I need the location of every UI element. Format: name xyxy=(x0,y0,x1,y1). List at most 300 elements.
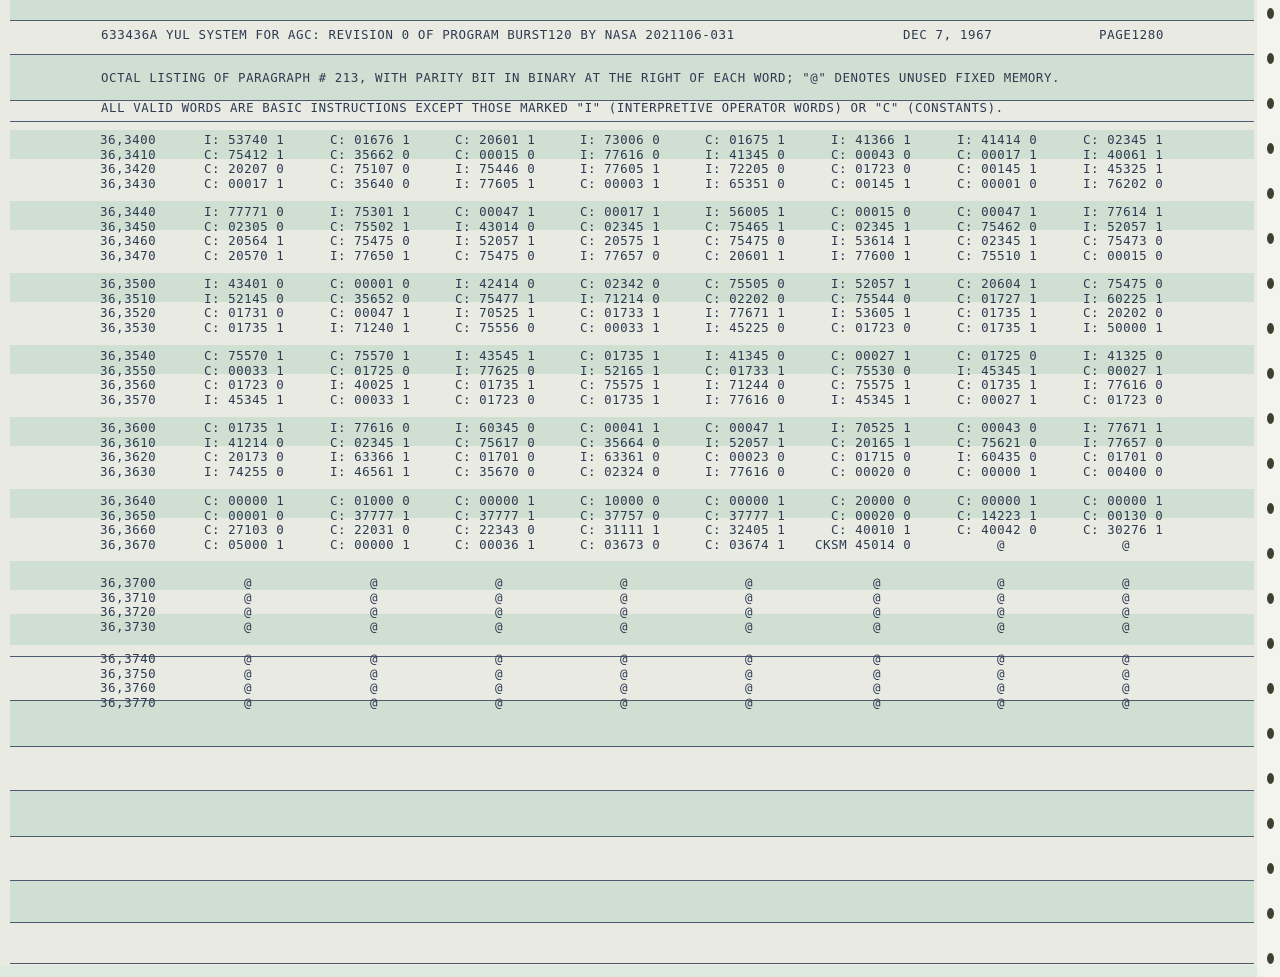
green-bar xyxy=(10,614,1254,645)
octal-word: I: 77616 0 xyxy=(705,463,786,479)
octal-word: C: 00047 1 xyxy=(705,420,786,435)
address-label: 36,3420 xyxy=(100,161,157,176)
octal-word: C: 75575 1 xyxy=(580,377,661,392)
unused-memory-marker: @ xyxy=(244,665,253,681)
ruled-line xyxy=(10,880,1254,881)
octal-word: C: 01723 0 xyxy=(455,391,536,407)
address-label: 36,3550 xyxy=(100,362,157,378)
octal-word: C: 00041 1 xyxy=(580,420,661,435)
octal-word: C: 20207 0 xyxy=(204,161,285,176)
octal-word: C: 02202 0 xyxy=(705,290,786,306)
octal-word: C: 20202 0 xyxy=(1083,305,1164,320)
unused-memory-marker: @ xyxy=(873,651,882,666)
octal-word: C: 20000 0 xyxy=(831,493,912,508)
sprocket-hole xyxy=(1267,593,1274,604)
address-label: 36,3650 xyxy=(100,507,157,523)
unused-memory-marker: @ xyxy=(495,651,504,666)
octal-word: C: 02345 1 xyxy=(1083,132,1164,147)
octal-word: I: 50000 1 xyxy=(1083,319,1164,335)
octal-word: C: 20601 1 xyxy=(455,132,536,147)
sprocket-hole xyxy=(1267,908,1274,919)
octal-word: C: 75473 0 xyxy=(1083,233,1164,248)
header-program-line: 633436A YUL SYSTEM FOR AGC: REVISION 0 OF PROGRAM BURST120 BY NASA 2021106-031 xyxy=(101,27,735,42)
octal-word: I: 77616 0 xyxy=(330,420,411,435)
sprocket-hole xyxy=(1267,98,1274,109)
unused-memory-marker: @ xyxy=(620,651,629,666)
address-label: 36,3440 xyxy=(100,204,157,219)
address-label: 36,3530 xyxy=(100,319,157,335)
octal-word: C: 00145 1 xyxy=(831,175,912,191)
ruled-line xyxy=(10,54,1254,55)
octal-word: C: 75617 0 xyxy=(455,434,536,450)
sprocket-hole xyxy=(1267,8,1274,19)
legend-line-2: ALL VALID WORDS ARE BASIC INSTRUCTIONS EXCEPT THOSE MARKED "I" (INTERPRETIVE OPERATOR WORDS) OR "C" (CONSTANTS). xyxy=(101,100,1004,115)
address-label: 36,3760 xyxy=(100,680,157,695)
octal-word: C: 75475 0 xyxy=(455,247,536,263)
octal-word: C: 02342 0 xyxy=(580,276,661,291)
unused-memory-marker: @ xyxy=(745,589,754,605)
sprocket-hole xyxy=(1267,863,1274,874)
unused-memory-marker: @ xyxy=(244,694,253,710)
octal-word: I: 43401 0 xyxy=(204,276,285,291)
octal-word: C: 01675 1 xyxy=(705,132,786,147)
octal-word: C: 35640 0 xyxy=(330,175,411,191)
address-label: 36,3750 xyxy=(100,665,157,681)
octal-word: C: 02345 1 xyxy=(330,434,411,450)
octal-word: C: 01735 1 xyxy=(957,377,1038,392)
octal-word: I: 52057 1 xyxy=(455,233,536,248)
address-label: 36,3470 xyxy=(100,247,157,263)
octal-word: C: 00000 1 xyxy=(705,493,786,508)
octal-word: C: 02305 0 xyxy=(204,218,285,234)
octal-word: C: 35662 0 xyxy=(330,146,411,162)
unused-memory-marker: @ xyxy=(370,618,379,634)
unused-memory-marker: @ xyxy=(1122,651,1131,666)
octal-word: I: 77616 0 xyxy=(705,391,786,407)
octal-word: I: 75446 0 xyxy=(455,161,536,176)
octal-word: I: 71244 0 xyxy=(705,377,786,392)
octal-word: C: 00036 1 xyxy=(455,536,536,552)
address-label: 36,3630 xyxy=(100,463,157,479)
unused-memory-marker: @ xyxy=(997,694,1006,710)
octal-word: C: 75502 1 xyxy=(330,218,411,234)
octal-word: C: 75475 0 xyxy=(330,233,411,248)
octal-word: C: 00027 1 xyxy=(831,348,912,363)
octal-word: C: 14223 1 xyxy=(957,507,1038,523)
green-bar xyxy=(10,880,1254,922)
octal-word: C: 01725 0 xyxy=(330,362,411,378)
octal-word: I: 60225 1 xyxy=(1083,290,1164,306)
octal-word: C: 00027 1 xyxy=(1083,362,1164,378)
octal-word: C: 01676 1 xyxy=(330,132,411,147)
octal-word: C: 00047 1 xyxy=(957,204,1038,219)
octal-word: C: 75477 1 xyxy=(455,290,536,306)
octal-word: C: 75107 0 xyxy=(330,161,411,176)
octal-word: C: 35652 0 xyxy=(330,290,411,306)
octal-word: I: 77614 1 xyxy=(1083,204,1164,219)
octal-word: C: 00001 0 xyxy=(330,276,411,291)
address-label: 36,3520 xyxy=(100,305,157,320)
unused-memory-marker: @ xyxy=(620,604,629,619)
octal-word: C: 37777 1 xyxy=(455,507,536,523)
octal-word: I: 45225 0 xyxy=(705,319,786,335)
octal-word: I: 71240 1 xyxy=(330,319,411,335)
unused-memory-marker: @ xyxy=(370,680,379,695)
octal-word: I: 74255 0 xyxy=(204,463,285,479)
address-label: 36,3670 xyxy=(100,536,157,552)
unused-memory-marker: @ xyxy=(370,604,379,619)
unused-memory-marker: @ xyxy=(244,575,253,590)
octal-word: C: 00043 0 xyxy=(831,146,912,162)
octal-word: C: 01735 1 xyxy=(204,420,285,435)
octal-word: C: 20564 1 xyxy=(204,233,285,248)
unused-memory-marker: @ xyxy=(997,575,1006,590)
octal-word: I: 77650 1 xyxy=(330,247,411,263)
octal-word: C: 00017 1 xyxy=(580,204,661,219)
octal-word: C: 00015 0 xyxy=(455,146,536,162)
unused-memory-marker: @ xyxy=(1122,665,1131,681)
octal-word: C: 01735 1 xyxy=(957,319,1038,335)
unused-memory-marker: @ xyxy=(495,618,504,634)
octal-word: C: 00023 0 xyxy=(705,449,786,464)
ruled-line xyxy=(10,700,1254,701)
unused-memory-marker: @ xyxy=(1122,680,1131,695)
ruled-line xyxy=(10,922,1254,923)
unused-memory-marker: @ xyxy=(244,680,253,695)
unused-memory-marker: @ xyxy=(1122,618,1131,634)
header-page-number: PAGE1280 xyxy=(1099,27,1165,42)
octal-word: I: 45325 1 xyxy=(1083,161,1164,176)
octal-word: I: 77605 1 xyxy=(455,175,536,191)
octal-word: C: 05000 1 xyxy=(204,536,285,552)
unused-memory-marker: @ xyxy=(370,694,379,710)
octal-word: C: 22343 0 xyxy=(455,522,536,537)
octal-word: C: 01733 1 xyxy=(580,305,661,320)
octal-word: I: 52057 1 xyxy=(1083,218,1164,234)
octal-word: C: 00001 0 xyxy=(204,507,285,523)
address-label: 36,3510 xyxy=(100,290,157,306)
unused-memory-marker: @ xyxy=(745,680,754,695)
octal-word: C: 22031 0 xyxy=(330,522,411,537)
unused-memory-marker: @ xyxy=(1122,694,1131,710)
unused-memory-marker: @ xyxy=(745,665,754,681)
green-bar xyxy=(10,700,1254,746)
unused-memory-marker: @ xyxy=(495,575,504,590)
unused-memory-marker: @ xyxy=(620,665,629,681)
unused-memory-marker: @ xyxy=(1122,536,1131,552)
address-label: 36,3560 xyxy=(100,377,157,392)
address-label: 36,3620 xyxy=(100,449,157,464)
unused-memory-marker: @ xyxy=(244,651,253,666)
octal-word: C: 01727 1 xyxy=(957,290,1038,306)
octal-word: I: 53605 1 xyxy=(831,305,912,320)
octal-word: C: 75505 0 xyxy=(705,276,786,291)
octal-word: I: 77616 0 xyxy=(1083,377,1164,392)
address-label: 36,3660 xyxy=(100,522,157,537)
octal-word: C: 01733 1 xyxy=(705,362,786,378)
octal-word: C: 00017 1 xyxy=(957,146,1038,162)
unused-memory-marker: @ xyxy=(873,694,882,710)
unused-memory-marker: @ xyxy=(745,618,754,634)
octal-word: I: 77616 0 xyxy=(580,146,661,162)
octal-word: I: 40061 1 xyxy=(1083,146,1164,162)
unused-memory-marker: @ xyxy=(495,694,504,710)
octal-word: C: 01735 1 xyxy=(455,377,536,392)
address-label: 36,3430 xyxy=(100,175,157,191)
octal-word: C: 75475 0 xyxy=(1083,276,1164,291)
octal-word: C: 40042 0 xyxy=(957,522,1038,537)
octal-word: I: 46561 1 xyxy=(330,463,411,479)
sprocket-hole xyxy=(1267,638,1274,649)
octal-word: C: 75570 1 xyxy=(330,348,411,363)
octal-word: C: 40010 1 xyxy=(831,522,912,537)
unused-memory-marker: @ xyxy=(370,589,379,605)
address-label: 36,3740 xyxy=(100,651,157,666)
octal-word: C: 02345 1 xyxy=(580,218,661,234)
octal-word: I: 41325 0 xyxy=(1083,348,1164,363)
ruled-line xyxy=(10,20,1254,21)
address-label: 36,3710 xyxy=(100,589,157,605)
ruled-line xyxy=(10,746,1254,747)
sprocket-hole xyxy=(1267,953,1274,964)
octal-word: C: 02345 1 xyxy=(831,218,912,234)
octal-word: C: 00145 1 xyxy=(957,161,1038,176)
octal-word: I: 77771 0 xyxy=(204,204,285,219)
unused-memory-marker: @ xyxy=(873,589,882,605)
address-label: 36,3410 xyxy=(100,146,157,162)
octal-word: I: 41214 0 xyxy=(204,434,285,450)
octal-word: I: 52145 0 xyxy=(204,290,285,306)
octal-word: CKSM 45014 0 xyxy=(815,536,912,552)
octal-word: I: 73006 0 xyxy=(580,132,661,147)
octal-word: C: 00000 1 xyxy=(204,493,285,508)
octal-word: C: 31111 1 xyxy=(580,522,661,537)
octal-word: I: 75301 1 xyxy=(330,204,411,219)
sprocket-hole xyxy=(1267,548,1274,559)
octal-word: C: 75570 1 xyxy=(204,348,285,363)
legend-line-1: OCTAL LISTING OF PARAGRAPH # 213, WITH PARITY BIT IN BINARY AT THE RIGHT OF EACH WORD; "@" DENOTES UNUSED FIXED MEMORY. xyxy=(101,70,1061,85)
octal-word: I: 41414 0 xyxy=(957,132,1038,147)
octal-word: C: 37777 1 xyxy=(705,507,786,523)
ruled-line xyxy=(10,656,1254,657)
octal-word: C: 01731 0 xyxy=(204,305,285,320)
address-label: 36,3640 xyxy=(100,493,157,508)
octal-word: C: 20165 1 xyxy=(831,434,912,450)
sprocket-hole xyxy=(1267,278,1274,289)
octal-word: I: 71214 0 xyxy=(580,290,661,306)
octal-word: C: 01715 0 xyxy=(831,449,912,464)
octal-word: C: 00033 1 xyxy=(330,391,411,407)
octal-word: C: 00001 0 xyxy=(957,175,1038,191)
unused-memory-marker: @ xyxy=(873,618,882,634)
octal-word: C: 01701 0 xyxy=(1083,449,1164,464)
octal-word: I: 45345 1 xyxy=(831,391,912,407)
unused-memory-marker: @ xyxy=(370,665,379,681)
octal-word: C: 01723 0 xyxy=(1083,391,1164,407)
octal-word: C: 01723 0 xyxy=(831,319,912,335)
octal-word: C: 75475 0 xyxy=(705,233,786,248)
octal-word: I: 63366 1 xyxy=(330,449,411,464)
octal-word: C: 37757 0 xyxy=(580,507,661,523)
address-label: 36,3730 xyxy=(100,618,157,634)
unused-memory-marker: @ xyxy=(620,680,629,695)
octal-word: C: 30276 1 xyxy=(1083,522,1164,537)
address-label: 36,3540 xyxy=(100,348,157,363)
ruled-line xyxy=(10,121,1254,122)
octal-word: C: 01723 0 xyxy=(204,377,285,392)
paper-bottom-strip xyxy=(0,966,1257,977)
unused-memory-marker: @ xyxy=(620,694,629,710)
octal-word: C: 01701 0 xyxy=(455,449,536,464)
unused-memory-marker: @ xyxy=(745,604,754,619)
octal-word: C: 00017 1 xyxy=(204,175,285,191)
octal-word: I: 43014 0 xyxy=(455,218,536,234)
octal-word: C: 00015 0 xyxy=(831,204,912,219)
octal-word: I: 41345 0 xyxy=(705,348,786,363)
octal-word: C: 00033 1 xyxy=(204,362,285,378)
octal-word: I: 77671 1 xyxy=(1083,420,1164,435)
octal-word: C: 00000 1 xyxy=(1083,493,1164,508)
octal-word: C: 20173 0 xyxy=(204,449,285,464)
octal-word: C: 75465 1 xyxy=(705,218,786,234)
octal-word: I: 53614 1 xyxy=(831,233,912,248)
octal-word: I: 45345 1 xyxy=(957,362,1038,378)
unused-memory-marker: @ xyxy=(873,665,882,681)
octal-word: I: 76202 0 xyxy=(1083,175,1164,191)
octal-word: C: 02324 0 xyxy=(580,463,661,479)
unused-memory-marker: @ xyxy=(873,604,882,619)
unused-memory-marker: @ xyxy=(495,589,504,605)
octal-word: C: 20604 1 xyxy=(957,276,1038,291)
octal-word: C: 00047 1 xyxy=(455,204,536,219)
octal-word: C: 27103 0 xyxy=(204,522,285,537)
octal-word: C: 00000 1 xyxy=(957,463,1038,479)
octal-word: C: 00043 0 xyxy=(957,420,1038,435)
octal-word: C: 75556 0 xyxy=(455,319,536,335)
unused-memory-marker: @ xyxy=(997,665,1006,681)
octal-word: I: 70525 1 xyxy=(455,305,536,320)
sprocket-hole xyxy=(1267,53,1274,64)
unused-memory-marker: @ xyxy=(997,536,1006,552)
green-bar xyxy=(10,790,1254,836)
octal-word: I: 65351 0 xyxy=(705,175,786,191)
octal-word: I: 77605 1 xyxy=(580,161,661,176)
sprocket-hole xyxy=(1267,458,1274,469)
sprocket-hole xyxy=(1267,503,1274,514)
octal-word: I: 60345 0 xyxy=(455,420,536,435)
octal-word: I: 60435 0 xyxy=(957,449,1038,464)
octal-word: C: 00003 1 xyxy=(580,175,661,191)
octal-word: C: 00020 0 xyxy=(831,463,912,479)
unused-memory-marker: @ xyxy=(1122,604,1131,619)
sprocket-hole xyxy=(1267,728,1274,739)
octal-word: C: 35670 0 xyxy=(455,463,536,479)
octal-word: I: 53740 1 xyxy=(204,132,285,147)
green-bar xyxy=(10,0,1254,20)
sprocket-hole xyxy=(1267,233,1274,244)
octal-word: I: 77600 1 xyxy=(831,247,912,263)
octal-word: C: 00400 0 xyxy=(1083,463,1164,479)
octal-word: C: 32405 1 xyxy=(705,522,786,537)
unused-memory-marker: @ xyxy=(370,651,379,666)
octal-word: C: 20570 1 xyxy=(204,247,285,263)
octal-word: I: 42414 0 xyxy=(455,276,536,291)
sprocket-hole xyxy=(1267,323,1274,334)
unused-memory-marker: @ xyxy=(1122,575,1131,590)
unused-memory-marker: @ xyxy=(873,575,882,590)
sprocket-hole xyxy=(1267,818,1274,829)
octal-word: C: 20601 1 xyxy=(705,247,786,263)
octal-word: C: 02345 1 xyxy=(957,233,1038,248)
ruled-line xyxy=(10,963,1254,964)
unused-memory-marker: @ xyxy=(620,589,629,605)
octal-word: C: 75575 1 xyxy=(831,377,912,392)
octal-word: I: 63361 0 xyxy=(580,449,661,464)
unused-memory-marker: @ xyxy=(745,575,754,590)
unused-memory-marker: @ xyxy=(244,604,253,619)
unused-memory-marker: @ xyxy=(370,575,379,590)
sprocket-hole xyxy=(1267,143,1274,154)
address-label: 36,3500 xyxy=(100,276,157,291)
octal-word: I: 43545 1 xyxy=(455,348,536,363)
octal-word: I: 70525 1 xyxy=(831,420,912,435)
green-bar xyxy=(10,561,1254,590)
unused-memory-marker: @ xyxy=(620,575,629,590)
octal-word: C: 75621 0 xyxy=(957,434,1038,450)
address-label: 36,3400 xyxy=(100,132,157,147)
unused-memory-marker: @ xyxy=(495,665,504,681)
ruled-line xyxy=(10,790,1254,791)
unused-memory-marker: @ xyxy=(620,618,629,634)
unused-memory-marker: @ xyxy=(745,694,754,710)
unused-memory-marker: @ xyxy=(244,589,253,605)
octal-word: C: 01000 0 xyxy=(330,493,411,508)
octal-word: C: 00027 1 xyxy=(957,391,1038,407)
octal-word: I: 41366 1 xyxy=(831,132,912,147)
unused-memory-marker: @ xyxy=(997,680,1006,695)
unused-memory-marker: @ xyxy=(997,589,1006,605)
octal-word: C: 01725 0 xyxy=(957,348,1038,363)
sprocket-hole xyxy=(1267,683,1274,694)
octal-word: C: 75510 1 xyxy=(957,247,1038,263)
sprocket-hole xyxy=(1267,368,1274,379)
sprocket-hole xyxy=(1267,773,1274,784)
octal-word: C: 01735 1 xyxy=(580,391,661,407)
unused-memory-marker: @ xyxy=(997,604,1006,619)
octal-word: C: 00047 1 xyxy=(330,305,411,320)
octal-word: C: 00015 0 xyxy=(1083,247,1164,263)
address-label: 36,3570 xyxy=(100,391,157,407)
octal-word: I: 45345 1 xyxy=(204,391,285,407)
sprocket-hole xyxy=(1267,188,1274,199)
unused-memory-marker: @ xyxy=(1122,589,1131,605)
octal-word: I: 56005 1 xyxy=(705,204,786,219)
address-label: 36,3700 xyxy=(100,575,157,590)
octal-word: I: 52057 1 xyxy=(831,276,912,291)
ruled-line xyxy=(10,836,1254,837)
address-label: 36,3770 xyxy=(100,694,157,710)
octal-word: C: 75412 1 xyxy=(204,146,285,162)
octal-word: C: 01723 0 xyxy=(831,161,912,176)
unused-memory-marker: @ xyxy=(495,680,504,695)
octal-word: C: 03674 1 xyxy=(705,536,786,552)
octal-word: I: 77657 0 xyxy=(580,247,661,263)
address-label: 36,3450 xyxy=(100,218,157,234)
octal-word: C: 00000 1 xyxy=(330,536,411,552)
octal-word: I: 52057 1 xyxy=(705,434,786,450)
octal-word: C: 75462 0 xyxy=(957,218,1038,234)
octal-word: C: 00130 0 xyxy=(1083,507,1164,523)
